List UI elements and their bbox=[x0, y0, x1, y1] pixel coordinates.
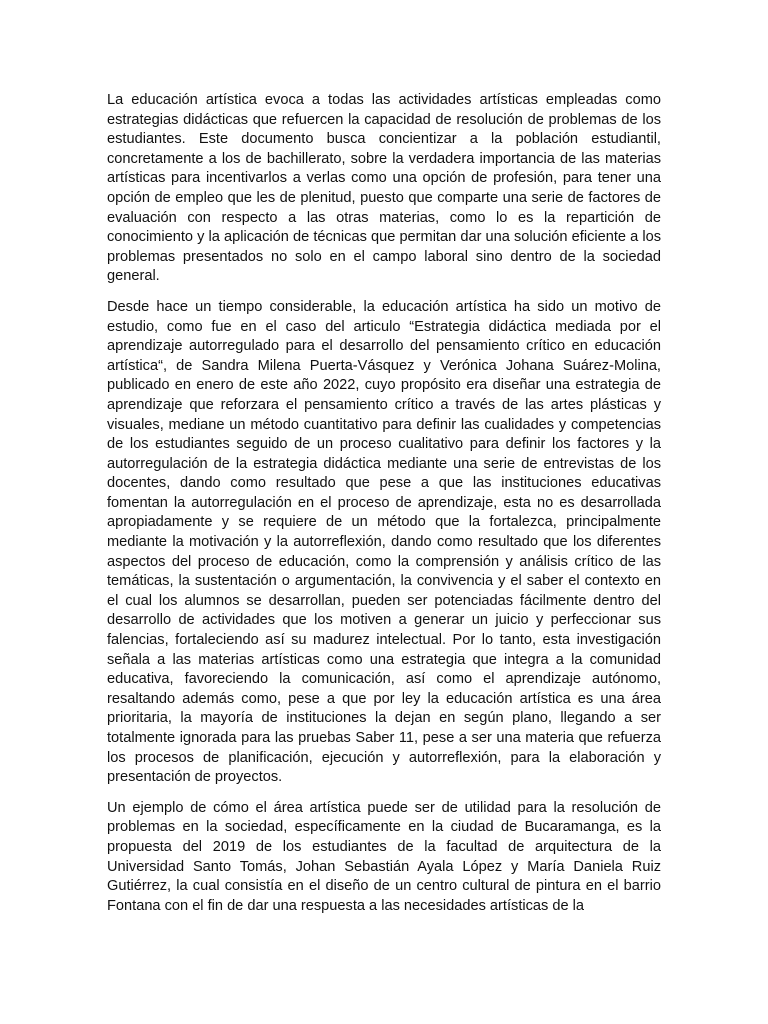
paragraph-background: Desde hace un tiempo considerable, la educación artística ha sido un motivo de estudio, como fue en el caso del articulo “Estrategia didáctica mediada por el aprendizaje autorregulado para el desarrollo del pensamiento crítico en educación artística“, de Sandra Milena Puerta-Vásquez y Verónica Johana Suárez-Molina, publicado en enero de este año 2022, cuyo propósito era diseñar una estrategia de aprendizaje que reforzara el pensamiento crítico a través de las artes plásticas y visuales, mediane un método cuantitativo para definir las cualidades y competencias de los estudiantes seguido de un proceso cualitativo para definir los factores y la autorregulación de la estrategia didáctica mediante una serie de entrevistas de los docentes, dando como resultado que pese a que las instituciones educativas fomentan la autorregulación en el proceso de aprendizaje, esta no es desarrollada apropiadamente y se requiere de un método que la fortalezca, principalmente mediante la motivación y la autorreflexión, dando como resultado que los diferentes aspectos del proceso de educación, como la comprensión y análisis crítico de las temáticas, la sustentación o argumentación, la convivencia y el saber el contexto en el cual los alumnos se desarrollan, pueden ser potenciadas fácilmente dentro del desarrollo de actividades que los motiven a generar un juicio y perfeccionar sus falencias, fortaleciendo así su madurez intelectual. Por lo tanto, esta investigación señala a las materias artísticas como una estrategia que integra a la comunidad educativa, favoreciendo la comunicación, así como el aprendizaje autónomo, resaltando además como, pese a que por ley la educación artística es una área prioritaria, la mayoría de instituciones la dejan en según plano, llegando a ser totalmente ignorada para las pruebas Saber 11, pese a ser una materia que refuerza los procesos de planificación, ejecución y autorreflexión, para la elaboración y presentación de proyectos. bbox=[107, 298, 661, 786]
paragraph-intro: La educación artística evoca a todas las actividades artísticas empleadas como estrategias didácticas que refuercen la capacidad de resolución de problemas de los estudiantes. Este documento busca concientizar a la población estudiantil, concretamente a los de bachillerato, sobre la verdadera importancia de las materias artísticas para incentivarlos a verlas como una opción de profesión, para tener una opción de empleo que les de plenitud, puesto que comparte una serie de factores de evaluación con respecto a las otras materias, como lo es la repartición de conocimiento y la aplicación de técnicas que permitan dar una solución eficiente a los problemas presentados no solo en el campo laboral sino dentro de la sociedad general. bbox=[107, 92, 661, 285]
paragraph-example: Un ejemplo de cómo el área artística puede ser de utilidad para la resolución de problemas en la sociedad, específicamente en la ciudad de Bucaramanga, es la propuesta del 2019 de los estudiantes de la facultad de arquitectura de la Universidad Santo Tomás, Johan Sebastián Ayala López y María Daniela Ruiz Gutiérrez, la cual consistía en el diseño de un centro cultural de pintura en el barrio Fontana con el fin de dar una respuesta a las necesidades artísticas de la bbox=[107, 799, 661, 914]
document-body bbox=[107, 91, 661, 927]
